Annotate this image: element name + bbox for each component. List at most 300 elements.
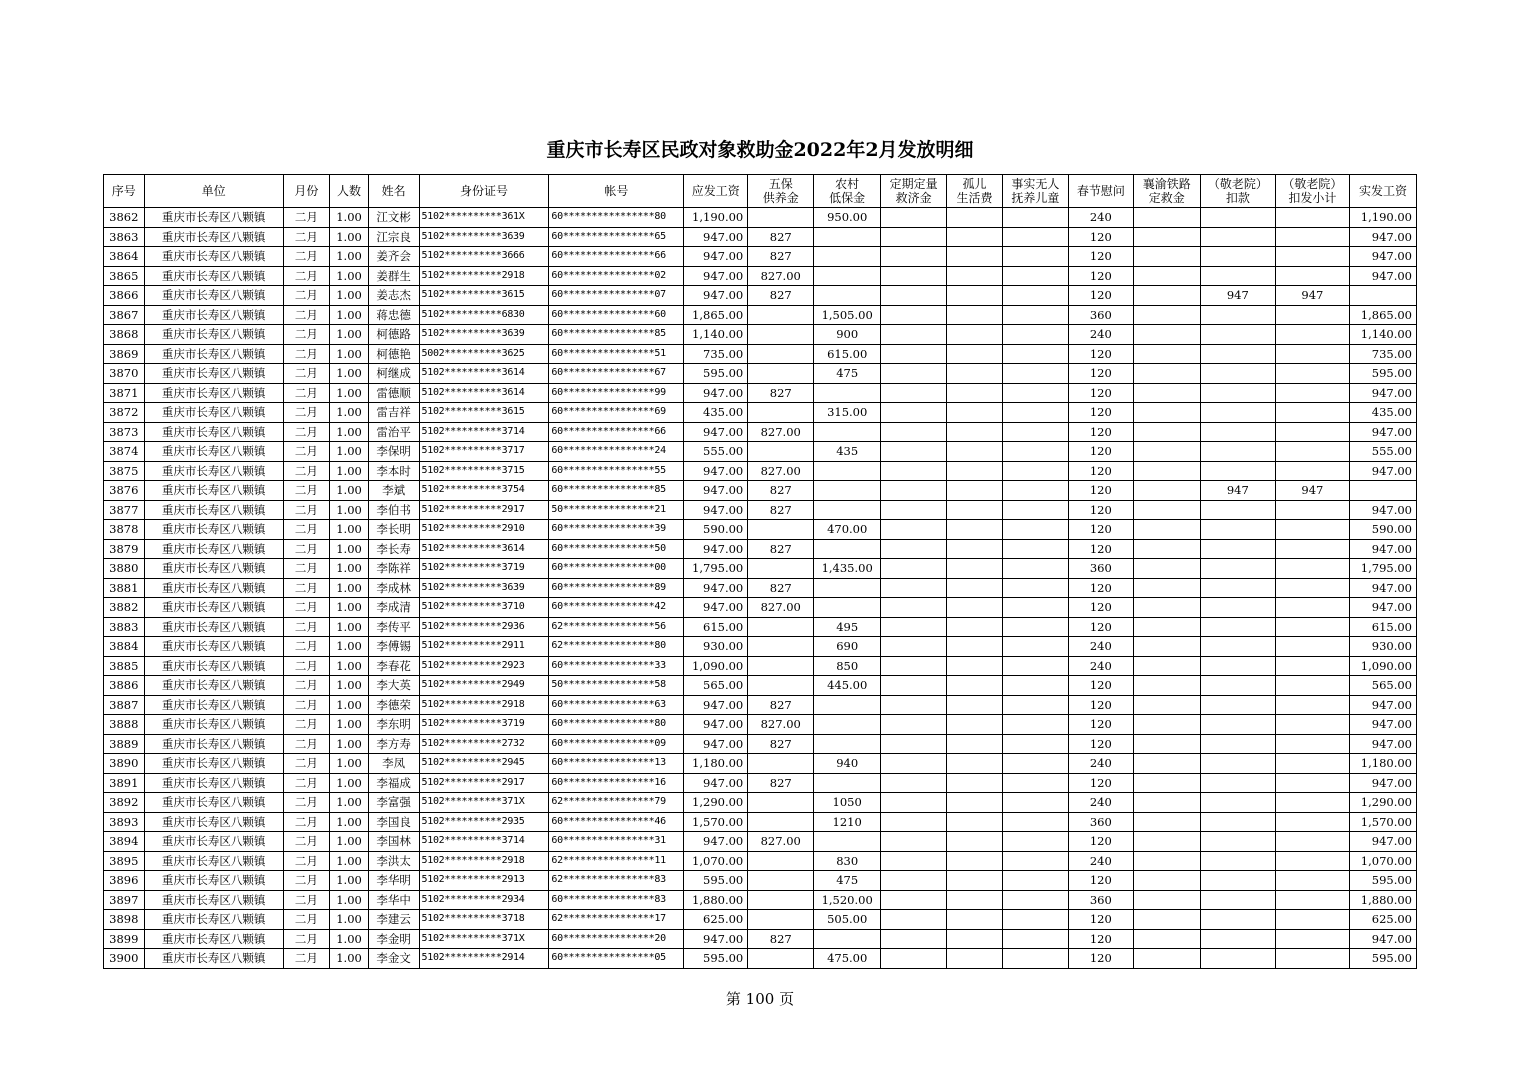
table-cell: 3888 [104,715,145,735]
table-cell [1275,910,1349,930]
table-cell [814,929,881,949]
table-row [104,461,1417,481]
table-cell: 5102**********3666 [419,247,549,267]
table-cell [947,929,1003,949]
table-cell [947,422,1003,442]
table-cell [748,871,814,891]
table-cell: 5102**********3639 [419,578,549,598]
table-cell: 二月 [283,929,330,949]
table-cell [748,890,814,910]
table-cell: 947.00 [684,539,748,559]
table-cell: 5102**********3710 [419,598,549,618]
table-cell [1002,851,1068,871]
table-cell: 5102**********6830 [419,305,549,325]
table-cell [947,793,1003,813]
table-cell [1133,266,1200,286]
table-cell: 947.00 [1349,929,1416,949]
table-cell: 615.00 [814,344,881,364]
table-cell: 1.00 [330,637,369,657]
table-cell: 二月 [283,403,330,423]
table-cell [1200,949,1275,969]
table-cell: 1.00 [330,578,369,598]
table-cell: 李富强 [368,793,419,813]
table-cell: 重庆市长寿区八颗镇 [144,500,283,520]
table-cell: 947 [1275,286,1349,306]
table-cell [1275,227,1349,247]
table-cell: 李福成 [368,773,419,793]
table-cell: 江宗良 [368,227,419,247]
table-cell [947,676,1003,696]
column-header: 身份证号 [419,175,549,208]
table-cell: 重庆市长寿区八颗镇 [144,481,283,501]
table-row [104,481,1417,501]
table-cell: 5002**********3625 [419,344,549,364]
table-cell [947,734,1003,754]
table-cell: 1.00 [330,871,369,891]
table-cell: 62****************11 [549,851,684,871]
table-cell [1133,578,1200,598]
table-cell: 重庆市长寿区八颗镇 [144,227,283,247]
table-cell [881,539,947,559]
table-cell: 615.00 [1349,617,1416,637]
table-cell: 5102**********2935 [419,812,549,832]
table-cell: 595.00 [684,871,748,891]
table-cell: 1.00 [330,734,369,754]
table-cell: 947.00 [684,481,748,501]
table-cell [947,208,1003,228]
table-cell: 重庆市长寿区八颗镇 [144,734,283,754]
table-cell: 947.00 [684,773,748,793]
table-cell: 947.00 [1349,598,1416,618]
table-cell: 947.00 [684,695,748,715]
table-cell [947,559,1003,579]
table-cell [881,442,947,462]
table-cell: 120 [1068,442,1133,462]
table-cell: 二月 [283,676,330,696]
table-cell [947,383,1003,403]
table-cell [1133,617,1200,637]
table-cell [1200,715,1275,735]
table-cell [947,442,1003,462]
table-cell: 李伯书 [368,500,419,520]
table-cell [1002,305,1068,325]
table-cell [1133,773,1200,793]
table-cell: 60****************67 [549,364,684,384]
table-cell [1200,208,1275,228]
table-cell [1200,734,1275,754]
table-cell: 60****************85 [549,325,684,345]
table-cell [1200,910,1275,930]
table-cell: 62****************80 [549,637,684,657]
table-cell: 柯德艳 [368,344,419,364]
table-cell: 120 [1068,247,1133,267]
table-cell: 重庆市长寿区八颗镇 [144,403,283,423]
table-cell: 二月 [283,286,330,306]
table-cell [1275,364,1349,384]
table-cell: 120 [1068,598,1133,618]
table-cell [881,227,947,247]
table-cell: 595.00 [684,364,748,384]
table-cell [1200,617,1275,637]
table-cell [1275,695,1349,715]
table-cell: 60****************66 [549,247,684,267]
table-cell: 565.00 [1349,676,1416,696]
table-row [104,734,1417,754]
table-cell: 重庆市长寿区八颗镇 [144,422,283,442]
table-cell [1002,247,1068,267]
table-cell [748,851,814,871]
table-cell: 5102**********3639 [419,325,549,345]
table-cell: 827.00 [748,266,814,286]
table-cell [1275,929,1349,949]
table-cell [1002,344,1068,364]
table-cell: 625.00 [684,910,748,930]
table-cell [1200,754,1275,774]
table-cell: 3884 [104,637,145,657]
table-cell: 5102**********3719 [419,559,549,579]
table-cell [1133,305,1200,325]
table-cell [1133,695,1200,715]
table-cell: 1050 [814,793,881,813]
table-cell: 二月 [283,754,330,774]
table-cell: 李春花 [368,656,419,676]
table-cell: 李陈祥 [368,559,419,579]
table-row [104,890,1417,910]
table-cell: 蒋忠德 [368,305,419,325]
table-cell: 735.00 [684,344,748,364]
table-cell: 3875 [104,461,145,481]
table-cell: 1.00 [330,559,369,579]
table-cell: 1,090.00 [1349,656,1416,676]
table-cell: 1,140.00 [1349,325,1416,345]
table-cell: 3881 [104,578,145,598]
table-cell: 615.00 [684,617,748,637]
table-cell: 5102**********3614 [419,539,549,559]
table-cell: 5102**********3714 [419,422,549,442]
table-cell: 590.00 [1349,520,1416,540]
table-cell: 947.00 [1349,500,1416,520]
table-cell: 60****************07 [549,286,684,306]
table-cell: 60****************33 [549,656,684,676]
table-cell: 二月 [283,500,330,520]
table-cell: 重庆市长寿区八颗镇 [144,383,283,403]
table-cell: 475.00 [814,949,881,969]
table-cell [1275,247,1349,267]
table-cell: 947.00 [684,598,748,618]
table-cell [1133,871,1200,891]
table-cell: 120 [1068,500,1133,520]
table-cell: 二月 [283,305,330,325]
table-cell: 1210 [814,812,881,832]
table-cell: 60****************20 [549,929,684,949]
table-cell: 江文彬 [368,208,419,228]
table-cell [1002,832,1068,852]
table-cell: 李华中 [368,890,419,910]
table-cell [881,851,947,871]
table-cell [1002,383,1068,403]
table-cell [1200,676,1275,696]
table-cell [1349,286,1416,306]
table-cell: 3870 [104,364,145,384]
table-cell [947,715,1003,735]
table-cell: 3868 [104,325,145,345]
table-cell: 950.00 [814,208,881,228]
table-cell: 重庆市长寿区八颗镇 [144,890,283,910]
table-cell [1002,520,1068,540]
table-cell [947,832,1003,852]
table-cell [748,754,814,774]
table-cell [814,227,881,247]
column-header: （敬老院） 扣款 [1200,175,1275,208]
table-cell: 595.00 [1349,364,1416,384]
table-cell: 3874 [104,442,145,462]
table-cell [1133,442,1200,462]
table-cell: 二月 [283,383,330,403]
table-cell: 120 [1068,539,1133,559]
table-cell: 60****************66 [549,422,684,442]
payment-table [103,174,1417,969]
table-cell [1133,422,1200,442]
table-cell [881,578,947,598]
table-cell: 505.00 [814,910,881,930]
table-row [104,929,1417,949]
table-cell [748,344,814,364]
table-cell [1133,637,1200,657]
table-cell: 240 [1068,637,1133,657]
table-cell: 3893 [104,812,145,832]
column-header: 姓名 [368,175,419,208]
table-cell: 重庆市长寿区八颗镇 [144,949,283,969]
table-cell: 重庆市长寿区八颗镇 [144,812,283,832]
table-cell [814,695,881,715]
table-cell [1002,793,1068,813]
table-cell: 1,140.00 [684,325,748,345]
table-row [104,715,1417,735]
table-cell: 947.00 [684,578,748,598]
table-cell: 60****************24 [549,442,684,462]
table-cell [947,695,1003,715]
table-row [104,637,1417,657]
table-cell: 1.00 [330,442,369,462]
table-cell [1133,598,1200,618]
table-cell [881,929,947,949]
table-cell [1200,578,1275,598]
table-cell: 1,795.00 [684,559,748,579]
table-cell: 947.00 [684,734,748,754]
table-cell: 5102**********2934 [419,890,549,910]
table-cell [881,715,947,735]
table-cell [1002,364,1068,384]
table-cell: 重庆市长寿区八颗镇 [144,637,283,657]
table-cell: 60****************65 [549,227,684,247]
table-cell [1002,890,1068,910]
table-cell [748,793,814,813]
table-cell: 120 [1068,461,1133,481]
table-cell [814,266,881,286]
table-cell: 120 [1068,403,1133,423]
table-cell [1275,734,1349,754]
table-cell: 重庆市长寿区八颗镇 [144,364,283,384]
table-cell [947,949,1003,969]
table-cell: 120 [1068,286,1133,306]
table-cell: 5102**********2949 [419,676,549,696]
table-cell: 柯继成 [368,364,419,384]
table-cell: 947.00 [1349,422,1416,442]
table-cell [1275,617,1349,637]
table-cell [881,422,947,442]
table-cell: 重庆市长寿区八颗镇 [144,754,283,774]
table-cell: 60****************80 [549,208,684,228]
table-cell: 李国林 [368,832,419,852]
table-cell: 雷吉祥 [368,403,419,423]
table-cell [1200,344,1275,364]
table-cell [748,812,814,832]
table-cell [881,500,947,520]
table-cell: 二月 [283,364,330,384]
table-cell [1275,500,1349,520]
table-cell: 二月 [283,247,330,267]
table-cell [947,578,1003,598]
table-row [104,754,1417,774]
table-cell [881,871,947,891]
table-cell: 1.00 [330,832,369,852]
table-cell [1133,461,1200,481]
table-cell: 827 [748,578,814,598]
table-cell [947,851,1003,871]
table-cell: 827.00 [748,715,814,735]
table-cell [814,481,881,501]
table-cell [1133,754,1200,774]
table-cell: 李凤 [368,754,419,774]
table-cell: 重庆市长寿区八颗镇 [144,559,283,579]
table-cell: 495 [814,617,881,637]
table-cell [881,734,947,754]
table-cell: 重庆市长寿区八颗镇 [144,773,283,793]
table-cell: 240 [1068,656,1133,676]
table-cell: 120 [1068,773,1133,793]
table-cell: 120 [1068,344,1133,364]
table-row [104,403,1417,423]
table-cell: 1.00 [330,383,369,403]
table-cell: 3873 [104,422,145,442]
table-cell: 3887 [104,695,145,715]
table-cell: 3891 [104,773,145,793]
table-cell: 重庆市长寿区八颗镇 [144,656,283,676]
table-cell [1133,812,1200,832]
table-cell [1200,695,1275,715]
table-cell: 5102**********2918 [419,851,549,871]
table-cell: 二月 [283,656,330,676]
column-header: 应发工资 [684,175,748,208]
table-cell: 二月 [283,344,330,364]
table-cell [947,247,1003,267]
table-cell: 1,290.00 [684,793,748,813]
table-cell [881,481,947,501]
table-cell: 重庆市长寿区八颗镇 [144,442,283,462]
table-row [104,559,1417,579]
table-cell [748,442,814,462]
table-cell [881,461,947,481]
table-cell: 二月 [283,734,330,754]
table-cell [881,773,947,793]
table-cell: 120 [1068,364,1133,384]
table-cell [1275,325,1349,345]
table-cell: 3899 [104,929,145,949]
table-cell: 李洪太 [368,851,419,871]
table-cell: 李长寿 [368,539,419,559]
table-cell: 二月 [283,910,330,930]
table-cell [1133,208,1200,228]
table-cell [1275,832,1349,852]
table-cell: 947.00 [1349,266,1416,286]
table-row [104,422,1417,442]
table-cell: 3863 [104,227,145,247]
table-cell [881,910,947,930]
table-cell: 60****************50 [549,539,684,559]
table-cell [1133,793,1200,813]
table-cell: 重庆市长寿区八颗镇 [144,520,283,540]
table-cell: 二月 [283,793,330,813]
table-cell: 60****************42 [549,598,684,618]
table-cell [881,559,947,579]
table-cell: 947.00 [1349,832,1416,852]
table-cell: 3872 [104,403,145,423]
table-cell: 李成清 [368,598,419,618]
page-title: 重庆市长寿区民政对象救助金2022年2月发放明细 [546,139,974,161]
column-header: 五保 供养金 [748,175,814,208]
table-cell: 二月 [283,851,330,871]
table-cell: 1,865.00 [684,305,748,325]
table-cell: 435 [814,442,881,462]
table-cell: 565.00 [684,676,748,696]
table-cell: 李斌 [368,481,419,501]
table-cell: 947.00 [1349,695,1416,715]
table-cell: 947.00 [1349,247,1416,267]
table-cell [748,305,814,325]
table-cell: 445.00 [814,676,881,696]
table-cell [1200,422,1275,442]
table-cell [814,422,881,442]
table-cell: 1.00 [330,890,369,910]
table-cell [1002,403,1068,423]
table-row [104,364,1417,384]
table-cell [1275,403,1349,423]
table-cell: 62****************79 [549,793,684,813]
table-cell [1275,598,1349,618]
table-cell: 柯德路 [368,325,419,345]
table-cell: 120 [1068,578,1133,598]
table-cell [1275,305,1349,325]
table-cell [1275,520,1349,540]
table-cell [1275,637,1349,657]
table-cell: 590.00 [684,520,748,540]
table-cell: 3898 [104,910,145,930]
table-cell [814,598,881,618]
table-cell: 1.00 [330,715,369,735]
table-cell [1200,247,1275,267]
table-cell: 50****************58 [549,676,684,696]
table-cell: 1.00 [330,929,369,949]
table-cell [1002,715,1068,735]
table-cell [1002,500,1068,520]
table-cell: 595.00 [1349,949,1416,969]
table-cell [1200,383,1275,403]
table-row [104,676,1417,696]
table-cell [1002,656,1068,676]
table-row [104,325,1417,345]
table-cell [1002,422,1068,442]
table-cell [1275,754,1349,774]
